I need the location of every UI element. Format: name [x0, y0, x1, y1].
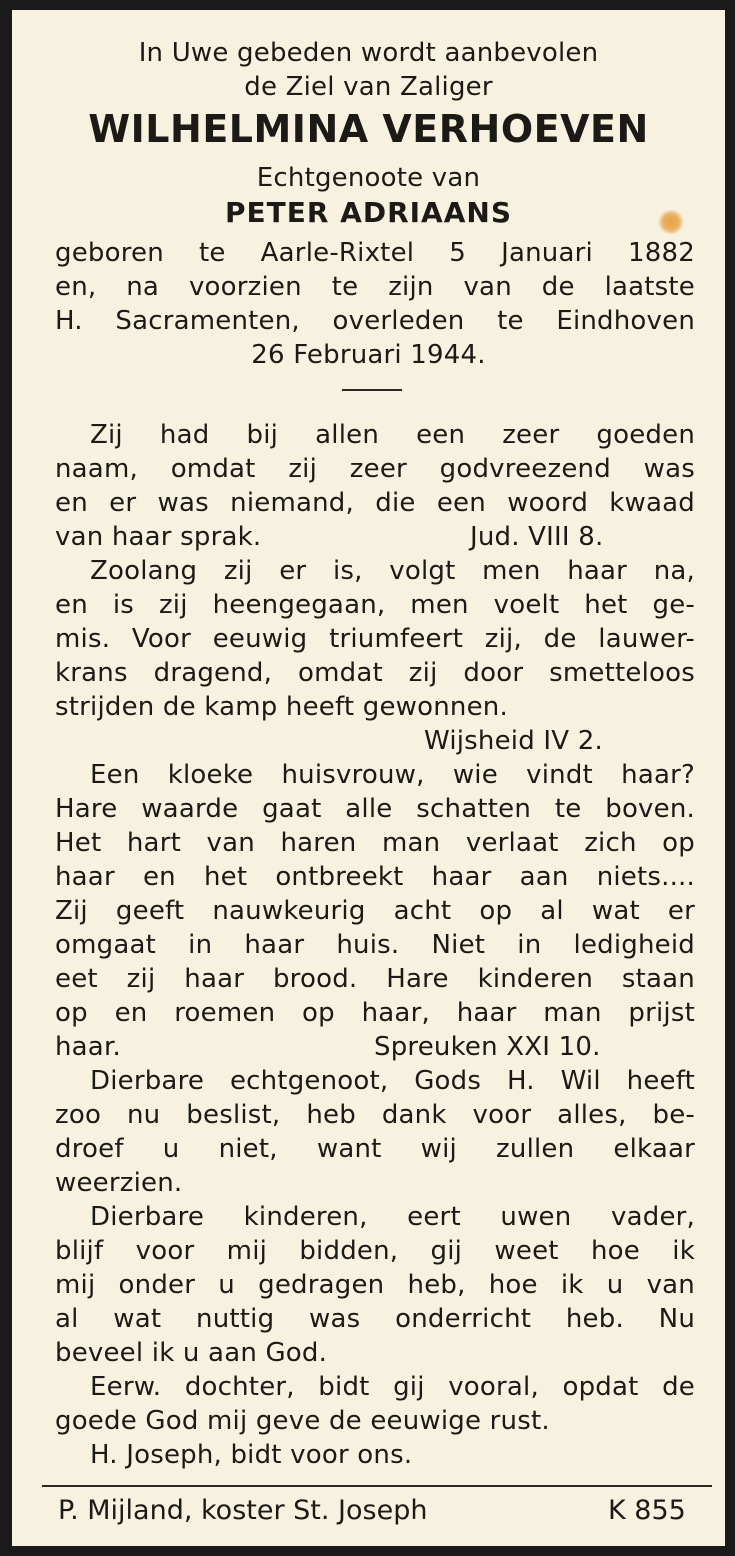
p5-line-4: al wat nuttig was onderricht heb. Nu: [55, 1304, 695, 1334]
p5-line-2: blijf voor mij bidden, gij weet hoe ik: [55, 1236, 695, 1266]
spouse-name: PETER ADRIAANS: [224, 196, 512, 229]
p3-line-6: omgaat in haar huis. Niet in ledigheid: [55, 930, 695, 960]
p5-line-5: beveel ik u aan God.: [55, 1338, 328, 1368]
p2-line-4: krans dragend, omdat zij door smetteloos: [55, 658, 695, 688]
p6-line-1: Eerw. dochter, bidt gij vooral, opdat de: [90, 1372, 695, 1402]
memorial-card: [12, 10, 725, 1546]
p4-line-2: zoo nu beslist, heb dank voor alles, be-: [55, 1100, 695, 1130]
p3-line-5: Zij geeft nauwkeurig acht op al wat er: [55, 896, 695, 926]
p1-reference: Jud. VIII 8.: [470, 522, 604, 552]
p2-line-3: mis. Voor eeuwig triumfeert zij, de lauwer-: [55, 624, 695, 654]
header-line-1: In Uwe gebeden wordt aanbevolen: [138, 38, 599, 68]
p5-line-1: Dierbare kinderen, eert uwen vader,: [90, 1202, 695, 1232]
p3-line-2: Hare waarde gaat alle schatten te boven.: [55, 794, 695, 824]
p4-line-4: weerzien.: [55, 1168, 183, 1198]
bio-line-1: geboren te Aarle-Rixtel 5 Januari 1882: [55, 238, 695, 268]
p2-line-2: en is zij heengegaan, men voelt het ge-: [55, 590, 695, 620]
bio-line-2: en, na voorzien te zijn van de laatste: [55, 272, 695, 302]
closing-prayer: H. Joseph, bidt voor ons.: [90, 1440, 413, 1470]
card-code: K 855: [608, 1495, 686, 1526]
p1-line-1: Zij had bij allen een zeer goeden: [90, 420, 695, 450]
p3-reference: Spreuken XXI 10.: [374, 1032, 601, 1062]
p3-line-1: Een kloeke huisvrouw, wie vindt haar?: [90, 760, 695, 790]
p3-line-9: haar.: [55, 1032, 121, 1062]
p4-line-1: Dierbare echtgenoot, Gods H. Wil heeft: [90, 1066, 695, 1096]
p2-line-5: strijden de kamp heeft gewonnen.: [55, 692, 508, 722]
p2-reference: Wijsheid IV 2.: [424, 726, 603, 756]
p1-line-3: en er was niemand, die een woord kwaad: [55, 488, 695, 518]
divider: [342, 389, 402, 391]
bio-line-4: 26 Februari 1944.: [251, 340, 486, 370]
printer-credit: P. Mijland, koster St. Joseph: [58, 1495, 428, 1526]
header-line-2: de Ziel van Zaliger: [244, 72, 493, 102]
p3-line-3: Het hart van haren man verlaat zich op: [55, 828, 695, 858]
p3-line-4: haar en het ontbreekt haar aan niets....: [55, 862, 695, 892]
p1-line-4: van haar sprak.: [55, 522, 262, 552]
p4-line-3: droef u niet, want wij zullen elkaar: [55, 1134, 695, 1164]
p3-line-8: op en roemen op haar, haar man prijst: [55, 998, 695, 1028]
p5-line-3: mij onder u gedragen heb, hoe ik u van: [55, 1270, 695, 1300]
p2-line-1: Zoolang zij er is, volgt men haar na,: [90, 556, 695, 586]
p3-line-7: eet zij haar brood. Hare kinderen staan: [55, 964, 695, 994]
p6-line-2: goede God mij geve de eeuwige rust.: [55, 1406, 550, 1436]
bio-line-3: H. Sacramenten, overleden te Eindhoven: [55, 306, 695, 336]
relation-label: Echtgenoote van: [256, 163, 481, 193]
footer-divider: [42, 1485, 712, 1487]
deceased-name: WILHELMINA VERHOEVEN: [88, 107, 649, 151]
p1-line-2: naam, omdat zij zeer godvreezend was: [55, 454, 695, 484]
